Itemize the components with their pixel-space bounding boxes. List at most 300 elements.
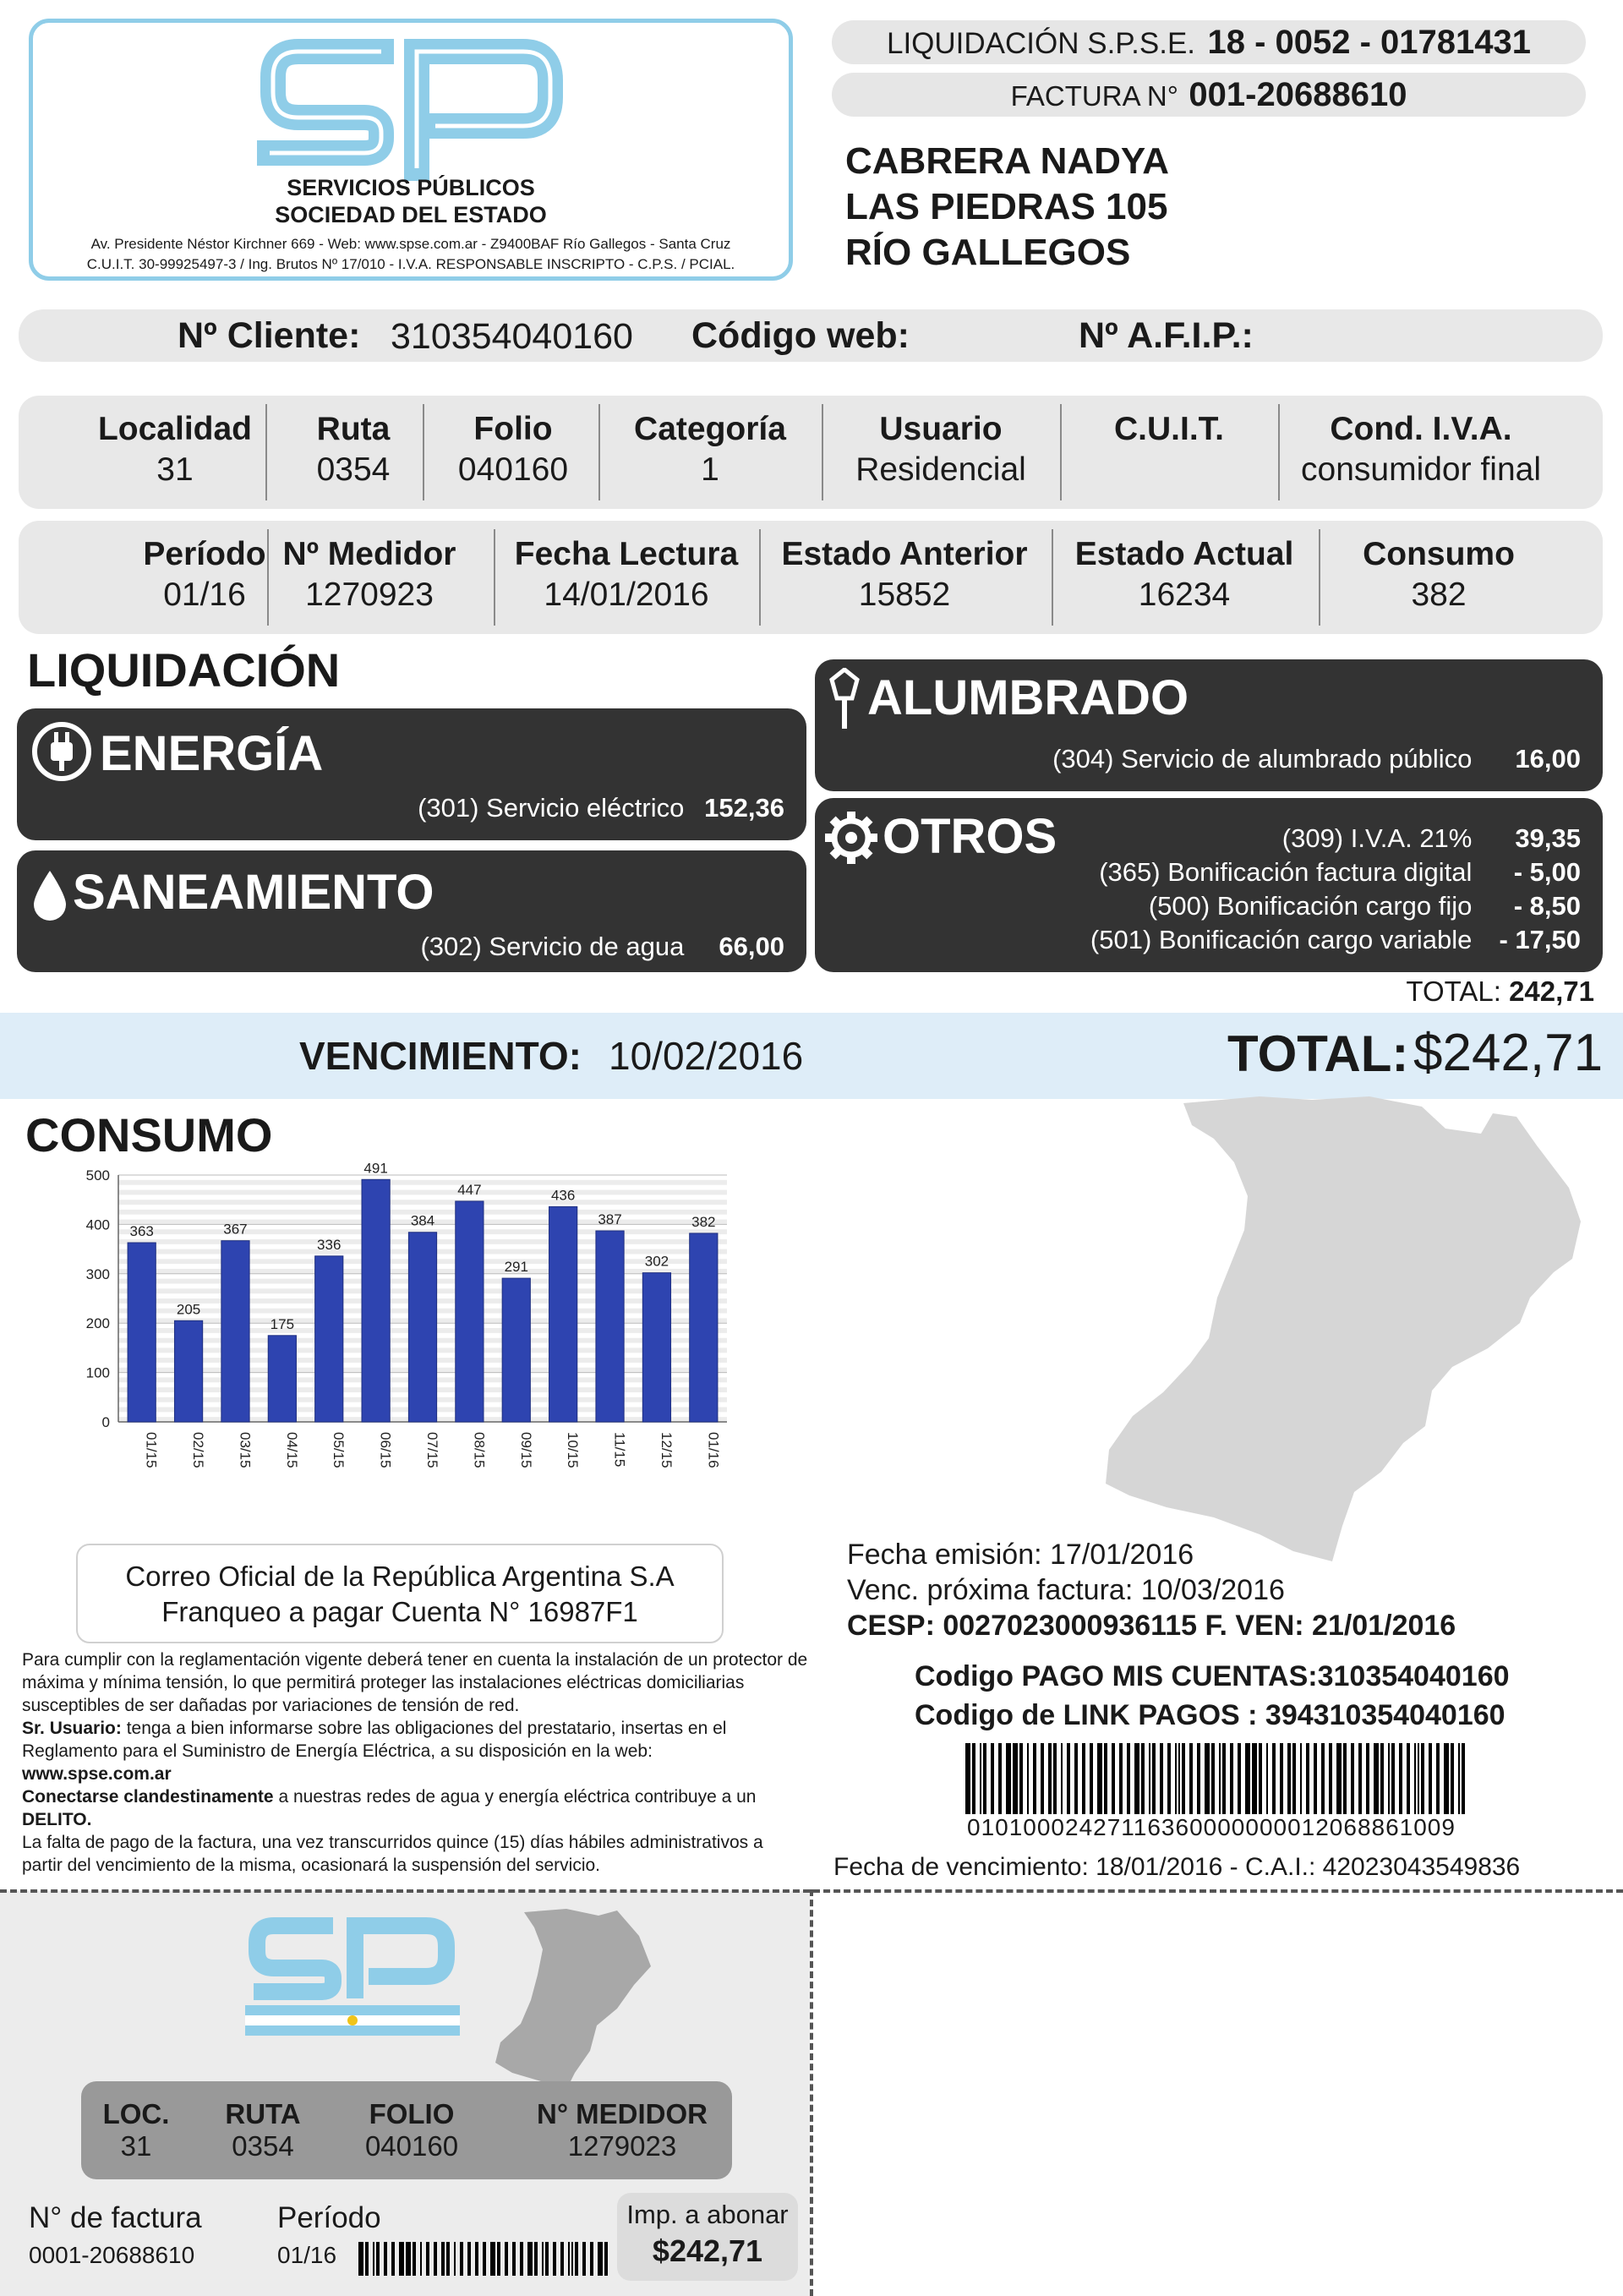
account-info-row: [19, 396, 1603, 509]
barcode-bar: [1351, 1743, 1354, 1814]
santa-cruz-map: [1090, 1095, 1615, 1568]
grid-stripe: [118, 1190, 727, 1195]
barcode-bar: [575, 2242, 578, 2276]
x-tick-label: 09/15: [517, 1432, 534, 1468]
barcode-bar: [358, 2242, 363, 2276]
barcode-bar: [1178, 1743, 1180, 1814]
barcode-bar: [1414, 1743, 1416, 1814]
barcode-bar: [376, 2242, 380, 2276]
sp-logo: [254, 33, 584, 185]
barcode-bar: [1189, 1743, 1193, 1814]
otros-line: [1090, 925, 1581, 955]
otros-title: OTROS: [883, 809, 1057, 864]
divider: [598, 404, 600, 500]
company-tax-info: C.U.I.T. 30-99925497-3 / Ing. Brutos Nº 17/010 - I.V.A. RESPONSABLE INSCRIPTO - C.P.S. / PCIAL.: [86, 256, 735, 272]
otros-desc: (501) Bonificación cargo variable: [1090, 925, 1473, 954]
y-tick-label: 200: [85, 1315, 110, 1332]
barcode-bar: [1391, 1743, 1395, 1814]
info-title: Folio: [473, 411, 553, 447]
barcode-bar: [1259, 1743, 1262, 1814]
alumbrado-desc: (304) Servicio de alumbrado público: [1052, 744, 1473, 774]
saneamiento-title: SANEAMIENTO: [73, 865, 434, 920]
afip-label: Nº A.F.I.P.:: [1079, 315, 1254, 356]
otros-line: [1149, 891, 1581, 921]
bar: [642, 1273, 670, 1422]
info-title: Fecha Lectura: [514, 536, 739, 572]
stub-periodo-label: Período: [277, 2201, 381, 2234]
stub-periodo-value: 01/16: [277, 2242, 337, 2268]
barcode-bar: [460, 2242, 463, 2276]
bar: [690, 1233, 718, 1422]
otros-panel: [815, 798, 1603, 972]
stub-value: 1279023: [567, 2130, 677, 2162]
bar-value-label: 336: [317, 1236, 342, 1253]
barcode-number: 01010002427116360000000012068861009: [967, 1814, 1456, 1840]
info-cuit: [1063, 396, 1275, 509]
bar-value-label: 302: [644, 1253, 669, 1270]
info-title: C.U.I.T.: [1113, 411, 1224, 447]
divider: [759, 529, 761, 626]
customer-city: RÍO GALLEGOS: [845, 232, 1131, 273]
x-tick-label: 01/15: [143, 1432, 160, 1468]
vencimiento-label: VENCIMIENTO:: [299, 1034, 582, 1078]
bar-value-label: 175: [270, 1315, 295, 1332]
y-tick-label: 400: [85, 1216, 110, 1233]
divider: [494, 529, 495, 626]
bar: [408, 1233, 436, 1422]
barcode-bar: [1230, 1743, 1233, 1814]
bar: [268, 1336, 296, 1422]
plug-icon: [30, 720, 93, 783]
info-value: consumidor final: [1301, 451, 1541, 488]
info-value: 040160: [457, 451, 569, 488]
barcode-bar: [1421, 1743, 1424, 1814]
otros-amount: - 17,50: [1499, 925, 1581, 954]
barcode-bar: [1287, 1743, 1291, 1814]
otros-desc: (365) Bonificación factura digital: [1099, 857, 1473, 887]
barcode-bar: [1343, 1743, 1347, 1814]
barcode-bar: [1061, 1743, 1063, 1814]
bar-value-label: 387: [598, 1211, 622, 1227]
barcode-bar: [406, 2242, 411, 2276]
barcode-bar: [1006, 1743, 1011, 1814]
barcode-bar: [505, 2242, 508, 2276]
barcode-bar: [1380, 1743, 1384, 1814]
info-cond-iva: [1281, 396, 1560, 509]
alumbrado-panel: [815, 659, 1603, 791]
liquidacion-total-label: TOTAL:: [1406, 976, 1501, 1007]
info-value: 16234: [1138, 577, 1231, 613]
barcode-bar: [1013, 1743, 1018, 1814]
cesp-line: CESP: 0027023000936115 F. VEN: 21/01/2016: [847, 1610, 1456, 1642]
factura-number: 001-20688610: [1189, 76, 1407, 113]
barcode-bar: [1399, 1743, 1402, 1814]
info-title: Período: [143, 536, 266, 572]
barcode-bar: [1222, 1743, 1226, 1814]
barcode-bar: [512, 2242, 516, 2276]
x-tick-label: 10/15: [565, 1432, 582, 1468]
meter-info-row: [19, 521, 1603, 634]
water-drop-icon: [32, 869, 68, 921]
stub-value: 0354: [232, 2130, 294, 2162]
customer-name: CABRERA NADYA: [845, 140, 1170, 182]
barcode-bar: [1127, 1743, 1130, 1814]
energia-line: [418, 793, 784, 823]
stub-value: 31: [120, 2130, 152, 2162]
liquidacion-total: [1406, 976, 1594, 1008]
barcode-bar: [598, 2242, 603, 2276]
stub-factura-label: N° de factura: [29, 2201, 202, 2234]
x-tick-label: 06/15: [377, 1432, 394, 1468]
x-tick-label: 04/15: [283, 1432, 300, 1468]
barcode-bar: [1027, 1743, 1029, 1814]
barcode-bar: [1314, 1743, 1317, 1814]
info-periodo: [112, 521, 298, 634]
info-categoria: [602, 396, 818, 509]
consumo-chart: [51, 1158, 744, 1496]
barcode-bar: [483, 2242, 486, 2276]
y-tick-label: 300: [85, 1266, 110, 1282]
bar: [362, 1179, 390, 1422]
stub-amount-box: [617, 2193, 798, 2281]
barcode-bar: [1266, 1743, 1268, 1814]
barcode-bar: [373, 2242, 374, 2276]
barcode-bar: [454, 2242, 456, 2276]
info-title: Nº Medidor: [282, 536, 456, 572]
info-title: Cond. I.V.A.: [1330, 411, 1512, 447]
x-tick-label: 02/15: [190, 1432, 207, 1468]
divider: [1278, 404, 1280, 500]
divider: [1060, 404, 1062, 500]
codigo-link-pagos: Codigo de LINK PAGOS : 394310354040160: [915, 1699, 1506, 1731]
correo-line2: Franqueo a pagar Cuenta N° 16987F1: [161, 1596, 638, 1627]
barcode-bar: [604, 2242, 608, 2276]
info-consumo: [1322, 521, 1555, 634]
info-title: Estado Actual: [1074, 536, 1294, 572]
barcode-bar: [1119, 1743, 1123, 1814]
bar-value-label: 384: [410, 1212, 435, 1229]
divider: [1319, 529, 1320, 626]
client-bar: [19, 309, 1603, 362]
grid-stripe: [118, 1180, 727, 1185]
notice-web[interactable]: www.spse.com.ar: [22, 1764, 172, 1784]
barcode-bar: [1112, 1743, 1115, 1814]
x-tick-label: 05/15: [331, 1432, 347, 1468]
stub-loc: [90, 2098, 183, 2162]
barcode-bar: [980, 1743, 981, 1814]
barcode-bar: [1458, 1743, 1460, 1814]
info-estado-actual: [1055, 521, 1314, 634]
barcode-bar: [568, 2242, 570, 2276]
bar-value-label: 205: [176, 1301, 201, 1318]
info-fecha-lectura: [497, 521, 756, 634]
legal-notice: [22, 1648, 808, 1877]
barcode-bar: [1104, 1743, 1107, 1814]
alumbrado-amount: 16,00: [1515, 744, 1581, 774]
otros-amount: 39,35: [1515, 823, 1581, 853]
correo-box: [76, 1544, 724, 1643]
stub-barcode: [358, 2242, 609, 2276]
codigo-pago-mis-cuentas: Codigo PAGO MIS CUENTAS:310354040160: [915, 1660, 1510, 1692]
barcode-bar: [1292, 1743, 1296, 1814]
info-value: 01/16: [163, 577, 246, 613]
grid-stripe: [118, 1200, 727, 1205]
barcode-bar: [1067, 1743, 1070, 1814]
stub-ruta: [208, 2098, 318, 2162]
info-ruta: [269, 396, 438, 509]
notice-p2-text: tenga a bien informarse sobre las obligaciones del prestatario, insertas en el Reglamento para el Suministro de Energía Eléctrica, a su disposición en la web:: [22, 1719, 727, 1761]
company-logo-box: [29, 19, 793, 281]
barcode-bar: [446, 2242, 450, 2276]
stub-title: LOC.: [102, 2098, 170, 2129]
barcode-bar: [475, 2242, 478, 2276]
codigo-web-label: Código web:: [691, 315, 910, 356]
sp-logo-stub: [245, 1914, 460, 2041]
vencimiento-band: [0, 1013, 1623, 1099]
bar: [315, 1256, 343, 1422]
notice-p3: [22, 1785, 808, 1831]
divider: [423, 404, 424, 500]
barcode-bar: [1090, 1743, 1093, 1814]
barcode-bar: [560, 2242, 564, 2276]
barcode-bar: [1074, 1743, 1078, 1814]
info-value: Residencial: [855, 451, 1026, 488]
factura-number-bar: [832, 73, 1586, 117]
otros-desc: (500) Bonificación cargo fijo: [1148, 891, 1473, 921]
notice-p1: Para cumplir con la reglamentación vigente deberá tener en cuenta la instalación de un protector de máxima y mínima tensión, lo que permitirá proteger las instalaciones eléctricas domiciliarias susceptibles de ser dañadas por variaciones de tensión de red.: [22, 1650, 808, 1715]
barcode-bar: [1462, 1743, 1465, 1814]
barcode-bar: [1149, 1743, 1150, 1814]
notice-p4: La falta de pago de la factura, una vez transcurridos quince (15) días hábiles administrativos a partir del vencimiento de la misma, ocasionará la suspensión del servicio.: [22, 1833, 763, 1875]
otros-desc: (309) I.V.A. 21%: [1281, 823, 1473, 853]
notice-p2-bold: Sr. Usuario:: [22, 1719, 122, 1738]
total-label: TOTAL:: [1227, 1025, 1409, 1082]
x-tick-label: 03/15: [237, 1432, 254, 1468]
barcode-bar: [571, 2242, 573, 2276]
bar-value-label: 447: [457, 1181, 482, 1198]
otros-amount: - 8,50: [1513, 891, 1581, 921]
barcode-bar: [1134, 1743, 1139, 1814]
barcode-bar: [1358, 1743, 1362, 1814]
liquidacion-number: 18 - 0052 - 01781431: [1207, 24, 1532, 61]
x-tick-label: 01/16: [705, 1432, 722, 1468]
barcode-bar: [1306, 1743, 1309, 1814]
saneamiento-panel: [17, 850, 806, 972]
x-tick-label: 12/15: [658, 1432, 675, 1468]
stub-factura-value: 0001-20688610: [29, 2242, 195, 2268]
notice-p2: [22, 1717, 808, 1763]
liquidacion-total-value: 242,71: [1509, 976, 1594, 1007]
barcode-bar: [413, 2242, 416, 2276]
consumo-heading: CONSUMO: [25, 1108, 273, 1162]
divider: [1052, 529, 1053, 626]
energia-amount: 152,36: [704, 793, 784, 823]
barcode-bar: [1053, 1743, 1057, 1814]
barcode-bar: [1033, 1743, 1036, 1814]
barcode-bar: [434, 2242, 437, 2276]
barcode-bar: [490, 2242, 495, 2276]
barcode-bar: [582, 2242, 586, 2276]
info-title: Categoría: [634, 411, 786, 447]
bar-value-label: 382: [691, 1213, 716, 1230]
info-value: 0354: [316, 451, 391, 488]
notice-p3-bold2: DELITO.: [22, 1810, 92, 1829]
barcode-bar: [965, 1743, 970, 1814]
barcode-bar: [1418, 1743, 1419, 1814]
stub-value: 040160: [364, 2130, 459, 2162]
barcode-bar: [399, 2242, 404, 2276]
stub-folio: [348, 2098, 475, 2162]
sun-of-may-icon: [347, 2015, 358, 2025]
barcode-bar: [1097, 1743, 1102, 1814]
barcode: [965, 1743, 1469, 1814]
stub-imp-value: $242,71: [652, 2233, 763, 2268]
bar: [596, 1231, 624, 1422]
otros-line: [1099, 857, 1581, 888]
x-tick-label: 08/15: [471, 1432, 488, 1468]
stub-title: FOLIO: [369, 2098, 455, 2129]
saneamiento-amount: 66,00: [719, 932, 784, 961]
barcode-bar: [1082, 1743, 1085, 1814]
barcode-bar: [384, 2242, 387, 2276]
barcode-bar: [1048, 1743, 1052, 1814]
barcode-bar: [1019, 1743, 1023, 1814]
saneamiento-desc: (302) Servicio de agua: [420, 932, 685, 961]
barcode-bar: [420, 2242, 422, 2276]
street-lamp-icon: [827, 668, 862, 730]
barcode-bar: [998, 1743, 1002, 1814]
barcode-bar: [391, 2242, 395, 2276]
liquidacion-heading: LIQUIDACIÓN: [27, 643, 341, 697]
bar: [221, 1241, 249, 1422]
factura-label: FACTURA N°: [1010, 80, 1178, 112]
info-usuario: [823, 396, 1058, 509]
company-name-line1: SERVICIOS PÚBLICOS: [287, 175, 535, 200]
info-value: 1270923: [305, 577, 434, 613]
barcode-bar: [467, 2242, 471, 2276]
stub-medidor: [521, 2098, 724, 2162]
barcode-bar: [1388, 1743, 1390, 1814]
barcode-bar: [1160, 1743, 1163, 1814]
barcode-bar: [1407, 1743, 1410, 1814]
alumbrado-line: [1052, 744, 1581, 774]
barcode-bar: [365, 2242, 369, 2276]
bar: [128, 1243, 156, 1422]
info-title: Estado Anterior: [781, 536, 1028, 572]
x-tick-label: 07/15: [424, 1432, 440, 1468]
info-value: 14/01/2016: [544, 577, 709, 613]
barcode-bar: [991, 1743, 994, 1814]
vencimiento-date: 10/02/2016: [609, 1034, 804, 1078]
bar-value-label: 363: [129, 1223, 154, 1240]
barcode-bar: [1175, 1743, 1177, 1814]
stub-imp-label: Imp. a abonar: [626, 2200, 789, 2229]
gear-icon: [823, 810, 879, 866]
info-title: Consumo: [1363, 536, 1515, 572]
venc-proxima: Venc. próxima factura: 10/03/2016: [847, 1574, 1285, 1606]
divider: [267, 529, 269, 626]
cut-line-vertical: [810, 1889, 813, 2296]
info-estado-anterior: [762, 521, 1046, 634]
energia-panel: [17, 708, 806, 840]
info-title: Localidad: [97, 411, 253, 447]
barcode-bar: [972, 1743, 975, 1814]
correo-line1: Correo Oficial de la República Argentina S.A: [125, 1561, 675, 1592]
barcode-bar: [1374, 1743, 1379, 1814]
barcode-bar: [1238, 1743, 1241, 1814]
bar: [502, 1278, 530, 1422]
bar-value-label: 436: [550, 1187, 576, 1204]
info-folio: [426, 396, 600, 509]
barcode-bar: [1219, 1743, 1221, 1814]
barcode-bar: [1041, 1743, 1044, 1814]
notice-p3-bold: Conectarse clandestinamente: [22, 1787, 274, 1807]
info-medidor: [270, 521, 468, 634]
barcode-bar: [1272, 1743, 1276, 1814]
barcode-bar: [1366, 1743, 1369, 1814]
fecha-emision: Fecha emisión: 17/01/2016: [847, 1539, 1194, 1571]
y-tick-label: 500: [85, 1167, 110, 1184]
barcode-bar: [1152, 1743, 1156, 1814]
energia-desc: (301) Servicio eléctrico: [418, 793, 685, 823]
barcode-bar: [542, 2242, 544, 2276]
info-title: Ruta: [316, 411, 391, 447]
barcode-bar: [1280, 1743, 1283, 1814]
barcode-bar: [1436, 1743, 1440, 1814]
barcode-bar: [1211, 1743, 1215, 1814]
barcode-bar: [527, 2242, 533, 2276]
barcode-bar: [1300, 1743, 1302, 1814]
barcode-bar: [983, 1743, 986, 1814]
bar-value-label: 491: [363, 1160, 388, 1177]
barcode-bar: [1336, 1743, 1342, 1814]
y-tick-label: 0: [101, 1414, 110, 1430]
customer-address: LAS PIEDRAS 105: [845, 186, 1168, 227]
info-value: 15852: [858, 577, 951, 613]
barcode-bar: [1182, 1743, 1185, 1814]
cliente-label: Nº Cliente:: [178, 315, 361, 356]
barcode-bar: [497, 2242, 500, 2276]
barcode-bar: [1245, 1743, 1250, 1814]
barcode-bar: [534, 2242, 538, 2276]
otros-amount: - 5,00: [1513, 857, 1581, 887]
liquidacion-label: LIQUIDACIÓN S.P.S.E.: [886, 27, 1196, 60]
bar-value-label: 291: [504, 1259, 528, 1276]
alumbrado-title: ALUMBRADO: [867, 670, 1189, 725]
barcode-bar: [1141, 1743, 1145, 1814]
company-address: Av. Presidente Néstor Kirchner 669 - Web: www.spse.com.ar - Z9400BAF Río Gallegos - Santa Cruz: [90, 236, 731, 252]
barcode-bar: [441, 2242, 445, 2276]
stub-title: RUTA: [225, 2098, 301, 2129]
divider: [265, 404, 267, 500]
liquidacion-number-bar: [832, 20, 1586, 64]
barcode-bar: [1329, 1743, 1332, 1814]
cliente-number: 310354040160: [391, 316, 633, 357]
info-value: 1: [701, 451, 719, 488]
bar: [174, 1320, 202, 1422]
barcode-bar: [426, 2242, 429, 2276]
info-title: Usuario: [879, 411, 1003, 447]
barcode-bar: [590, 2242, 593, 2276]
energia-title: ENERGÍA: [100, 726, 324, 781]
vencimiento-cai: Fecha de vencimiento: 18/01/2016 - C.A.I.: 42023043549836: [833, 1853, 1521, 1881]
barcode-bar: [1205, 1743, 1210, 1814]
saneamiento-line: [420, 932, 784, 962]
stub-title: N° MEDIDOR: [536, 2098, 708, 2129]
info-value: 382: [1411, 577, 1467, 613]
total-value: $242,71: [1413, 1024, 1604, 1082]
notice-p3-text: a nuestras redes de agua y energía eléctrica contribuye a un: [273, 1787, 757, 1807]
